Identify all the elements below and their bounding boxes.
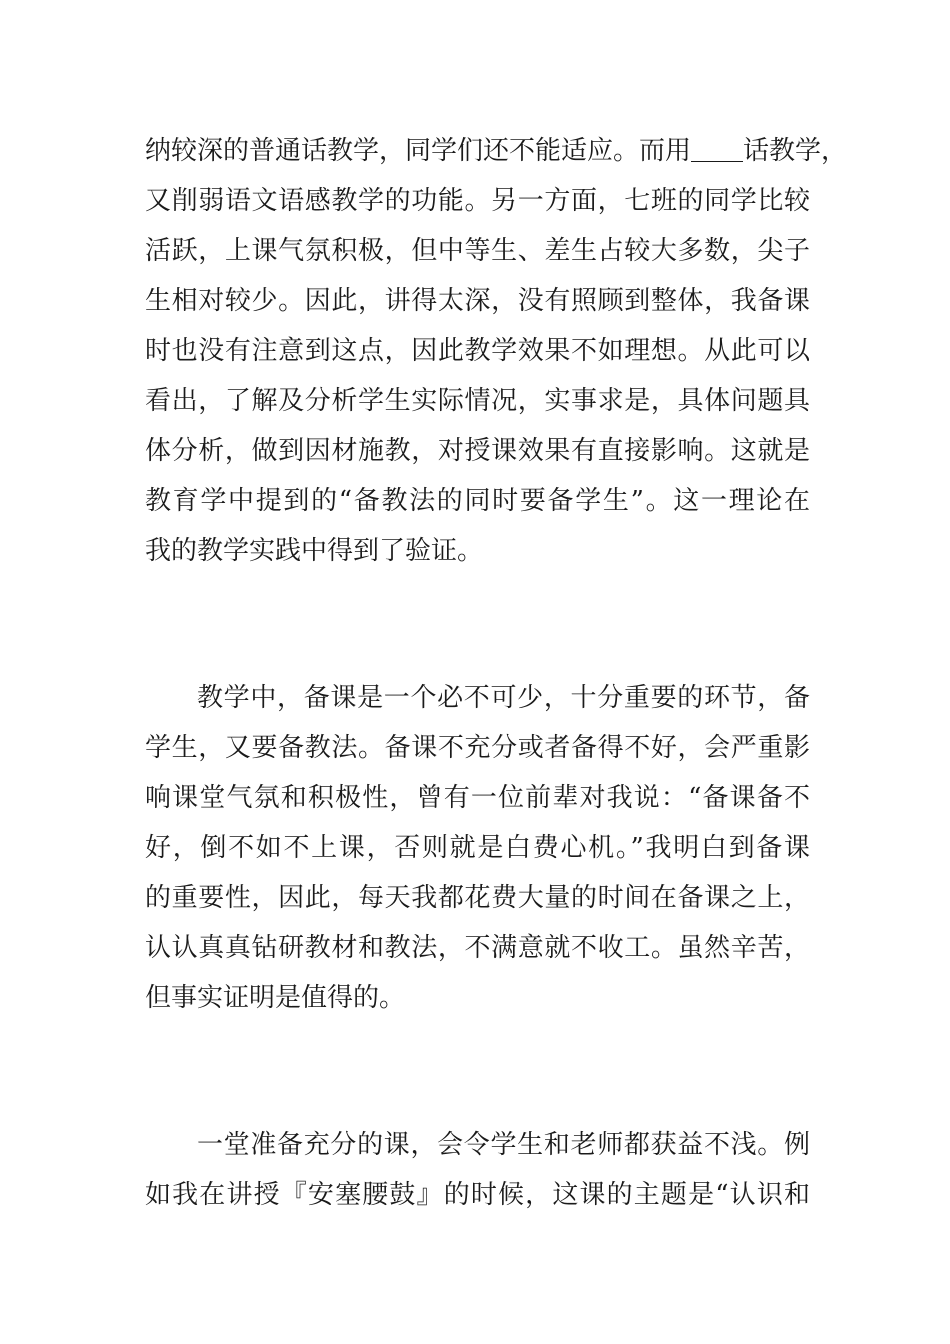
text-line: 体分析，做到因材施教，对授课效果有直接影响。这就是 bbox=[145, 436, 810, 466]
text-line: 的重要性，因此，每天我都花费大量的时间在备课之上， bbox=[145, 883, 810, 913]
text-line: 如我在讲授『安塞腰鼓』的时候，这课的主题是“认识和 bbox=[145, 1180, 810, 1210]
text-line: 又削弱语文语感教学的功能。另一方面，七班的同学比较 bbox=[145, 186, 810, 216]
text-line: 看出，了解及分析学生实际情况，实事求是，具体问题具 bbox=[145, 386, 810, 416]
text-line: 教学中，备课是一个必不可少，十分重要的环节，备 bbox=[197, 683, 810, 713]
text-line: 我的教学实践中得到了验证。 bbox=[145, 536, 484, 566]
text-line: 时也没有注意到这点，因此教学效果不如理想。从此可以 bbox=[145, 336, 810, 366]
paragraph-1 bbox=[145, 126, 848, 576]
text-line: 但事实证明是值得的。 bbox=[145, 983, 406, 1013]
text-line: 纳较深的普通话教学，同学们还不能适应。而用＿＿话教学， bbox=[145, 136, 848, 166]
text-line: 生相对较少。因此，讲得太深，没有照顾到整体，我备课 bbox=[145, 286, 810, 316]
paragraph-3 bbox=[145, 1120, 810, 1220]
text-line: 好，倒不如不上课，否则就是白费心机。”我明白到备课 bbox=[145, 833, 810, 863]
paragraph-2 bbox=[145, 673, 810, 1023]
text-line: 教育学中提到的“备教法的同时要备学生”。这一理论在 bbox=[145, 486, 810, 516]
text-line: 活跃，上课气氛积极，但中等生、差生占较大多数，尖子 bbox=[145, 236, 810, 266]
text-line: 学生，又要备教法。备课不充分或者备得不好，会严重影 bbox=[145, 733, 810, 763]
text-line: 一堂准备充分的课，会令学生和老师都获益不浅。例 bbox=[197, 1130, 810, 1160]
text-line: 认认真真钻研教材和教法，不满意就不收工。虽然辛苦， bbox=[145, 933, 810, 963]
text-line: 响课堂气氛和积极性，曾有一位前辈对我说：“备课备不 bbox=[145, 783, 810, 813]
